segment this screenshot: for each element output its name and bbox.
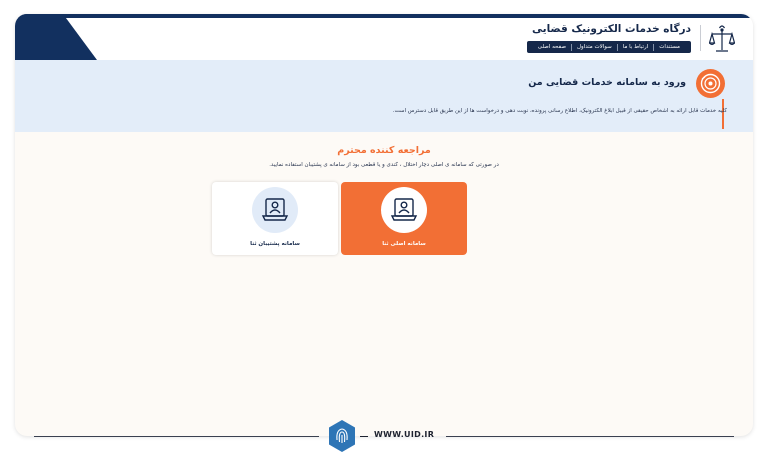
nav-faq[interactable]: سوالات متداول: [577, 44, 612, 50]
user-profile-icon: [252, 187, 298, 233]
header-top-line: [15, 14, 753, 18]
page-card: [15, 14, 753, 436]
fingerprint-badge-icon: [327, 419, 357, 453]
backup-system-icon-circle: [252, 187, 298, 233]
user-profile-icon: [381, 187, 427, 233]
backup-system-button[interactable]: [212, 182, 338, 255]
login-banner: [15, 60, 753, 132]
main-system-icon-circle: [381, 187, 427, 233]
footer-line-right: [446, 436, 734, 437]
banner-title: ورود به سامانه خدمات قضایی من: [528, 77, 686, 88]
banner-accent-bar: [722, 99, 724, 129]
nav-divider: [653, 44, 654, 51]
nav-contact[interactable]: ارتباط با ما: [622, 44, 649, 50]
main-system-label: سامانه اصلی ثنا: [382, 241, 426, 247]
nav-divider: [571, 44, 572, 51]
header-divider: [700, 25, 701, 51]
footer-dash: [360, 436, 368, 437]
nav-divider: [617, 44, 618, 51]
backup-system-label: سامانه پشتیبان ثنا: [250, 241, 300, 247]
main-nav: [527, 41, 691, 53]
footer-watermark: WWW.UID.IR: [374, 430, 435, 439]
nav-home[interactable]: صفحه اصلی: [537, 44, 567, 50]
service-icon: [696, 69, 725, 98]
greeting-heading: مراجعه کننده محترم: [337, 145, 431, 156]
corner-decoration: [15, 14, 97, 60]
judiciary-logo-icon: [709, 24, 735, 54]
nav-docs[interactable]: مستندات: [659, 44, 680, 50]
banner-description: کلیه خدمات قابل ارائه به اشخاص حقیقی از قبیل ابلاغ الکترونیک، اطلاع رسانی پرونده، نوبت دهی و درخواست ها از این طریق قابل دسترس است.: [392, 108, 727, 114]
site-title: درگاه خدمات الکترونیک قضایی: [532, 23, 691, 35]
footer-line-left: [34, 436, 319, 437]
backup-note: در صورتی که سامانه ی اصلی دچار اختلال ، کندی و یا قطعی بود از سامانه ی پشتیبان استفاده نمایید.: [269, 162, 499, 168]
main-system-button[interactable]: [341, 182, 467, 255]
site-header: [15, 14, 753, 60]
